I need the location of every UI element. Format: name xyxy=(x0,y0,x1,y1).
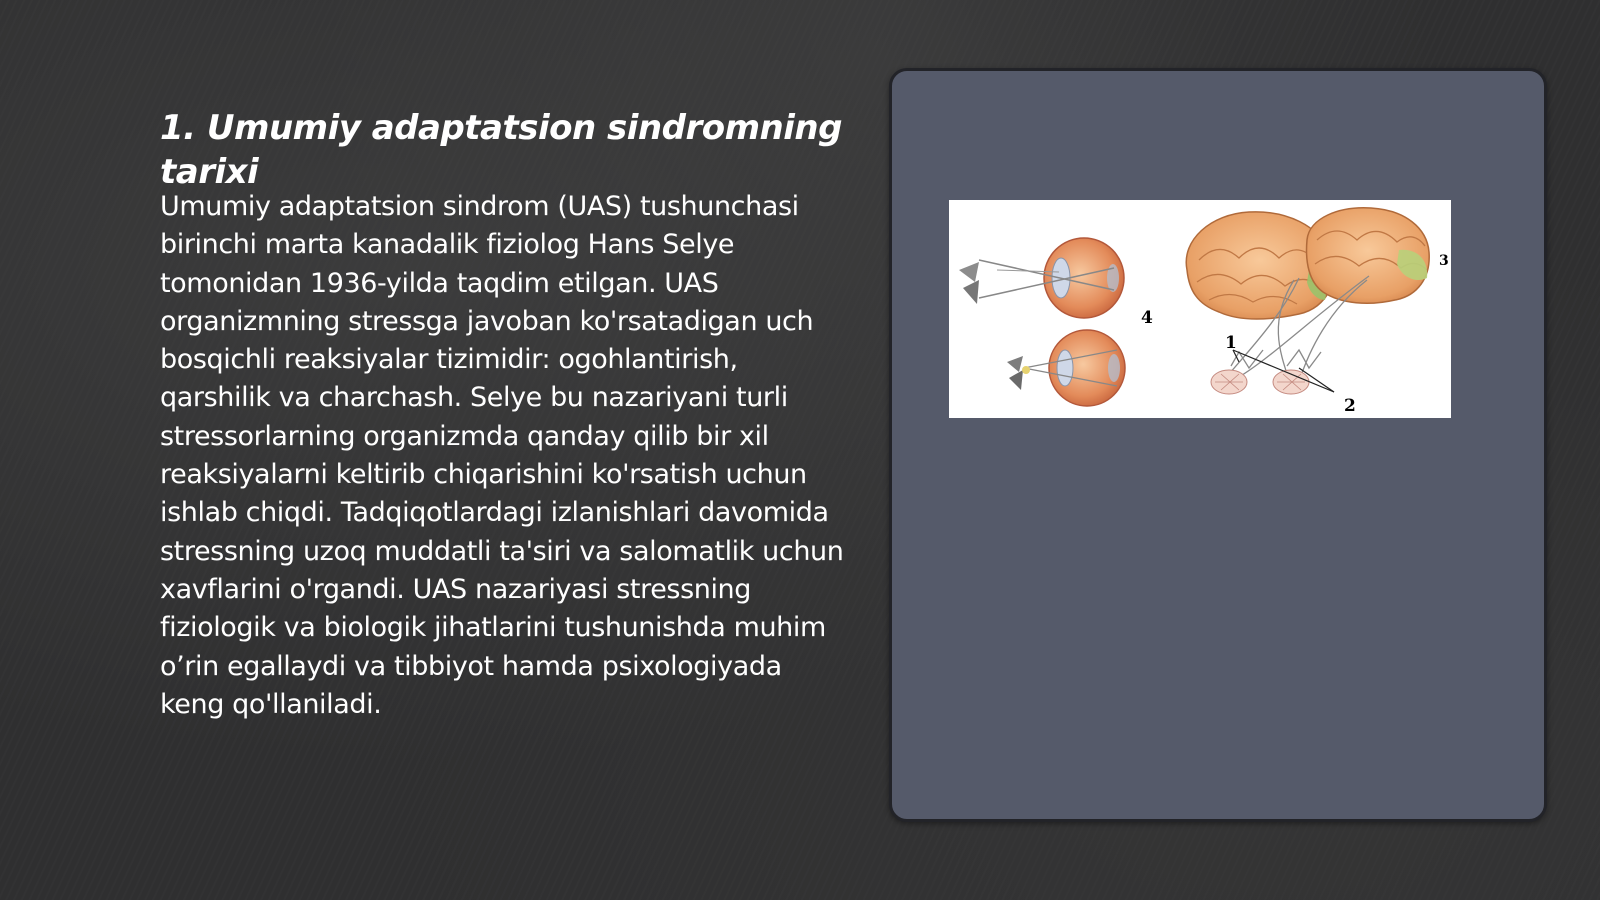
slide-title: 1. Umumiy adaptatsion sindromning tarixi xyxy=(160,108,842,192)
image-panel xyxy=(889,68,1547,822)
slide-body-text: Umumiy adaptatsion sindrom (UAS) tushunchasi birinchi marta kanadalik fiziolog Hans Selye tomonidan 1936-yilda taqdim etilgan. UAS organizmning stressga javoban ko'rsatadigan uch bosqichli reaksiyalar tizimidir: ogohlantirish, qarshilik va charchash. Selye bu nazariyani turli stressorlarning organizmda qanday qilib bir xil reaksiyalarni keltirib chiqarishini ko'rsatish uchun ishlab chiqdi. Tadqiqotlardagi izlanishlari davomida stressning uzoq muddatli ta'siri va salomatlik uchun xavflarini o'rgandi. UAS nazariyasi stressning fiziologik va biologik jihatlarini tushunishda muhim o’rin egallaydi va tibbiyot hamda psixologiyada keng qo'llaniladi. xyxy=(160,191,844,720)
figure-label-3: 3 xyxy=(1439,253,1449,269)
eye-bottom-illustration xyxy=(1007,330,1125,406)
figure-label-2: 2 xyxy=(1344,396,1356,416)
figure-label-4: 4 xyxy=(1141,308,1153,328)
figure-label-1: 1 xyxy=(1225,333,1237,353)
eye-top-illustration xyxy=(959,238,1124,318)
eye-brain-illustration xyxy=(949,200,1451,418)
retina-fan-left xyxy=(1211,370,1247,394)
brain-illustration-right xyxy=(1307,208,1430,303)
text-column xyxy=(160,106,850,724)
